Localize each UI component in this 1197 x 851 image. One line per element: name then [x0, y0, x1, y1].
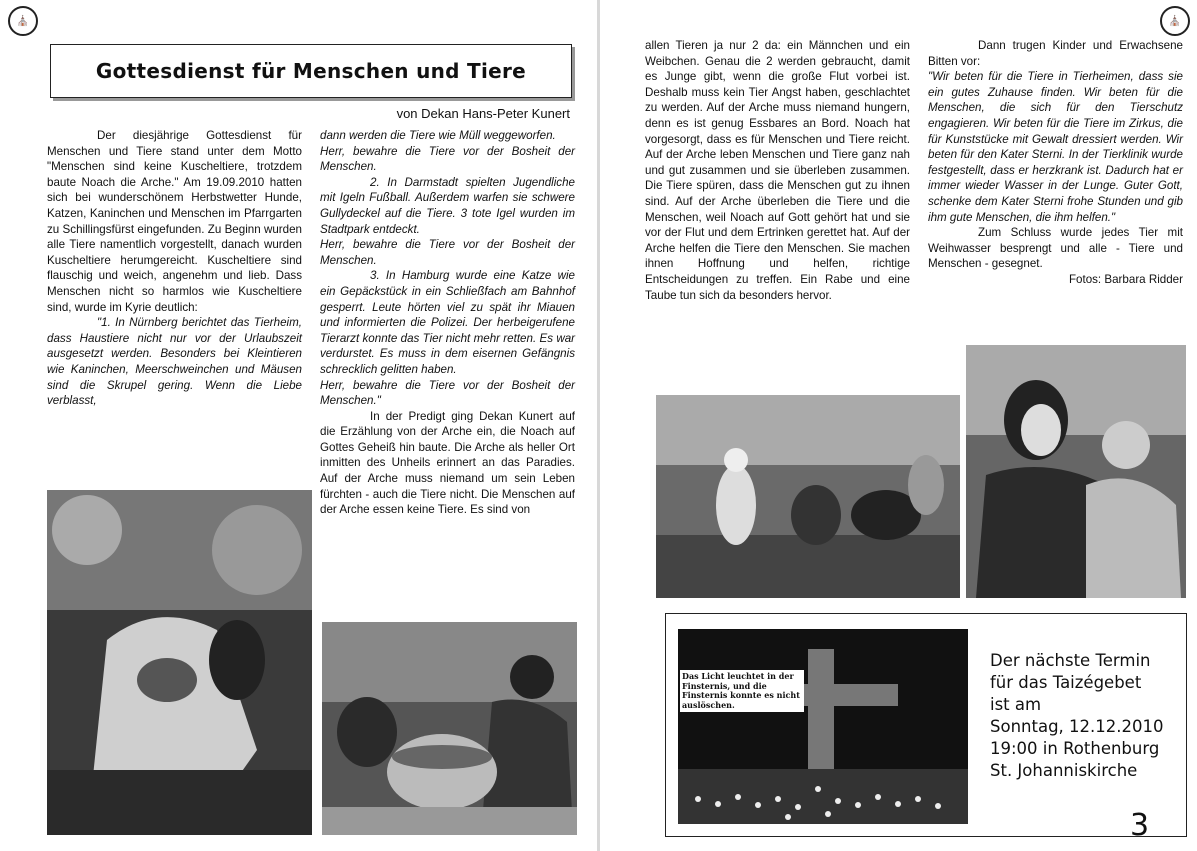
taize-time-place: 19:00 in Rothenburg: [990, 739, 1160, 758]
article-title: Gottesdienst für Menschen und Tiere: [95, 59, 527, 83]
refrain-3: Herr, bewahre die Tiere vor der Bosheit der Menschen.": [320, 378, 575, 408]
photo-dog-child: [47, 490, 312, 835]
kyrie-part-3: 3. In Hamburg wurde eine Katze wie ein Gepäckstück in ein Schließfach am Bahnhof gesperrt. Leute hörten viel zu spät ihr Miauen und informierten die Polizei. Der herbeigerufene Tierarzt konnte das Tier nicht mehr retten. Es war verdurstet. Es muss in dem eisernen Gefängnis schrecklich gelitten haben.: [320, 269, 575, 376]
taize-line-1: Der nächste Termin: [990, 651, 1151, 670]
taize-line-2: für das Taizégebet: [990, 673, 1142, 692]
taize-church: St. Johanniskirche: [990, 761, 1138, 780]
photo-credit: Fotos: Barbara Ridder: [1068, 272, 1183, 286]
kyrie-part-2: 2. In Darmstadt spielten Jugendliche mit Igeln Fußball. Außerdem warfen sie schwere Gullydeckel auf die Tiere. 3 tote Igel wurden im Stadtpark entdeckt.: [320, 175, 575, 236]
refrain-2: Herr, bewahre die Tiere vor der Bosheit der Menschen.: [320, 238, 575, 267]
sermon-paragraph: In der Predigt ging Dekan Kunert auf die Erzählung von der Arche ein, die Noach auf Gottes Geheiß hin baute. Die Arche als heller Ort inmitten des Unheils erinnert an das Paradies. Auf der Arche muss niemand um sein Leben fürchten - auch die Tiere nicht. Die Menschen auf der Arche essen keine Tiere. Es sind von: [320, 409, 575, 517]
taize-line-3: ist am: [990, 695, 1042, 714]
page-number: 3: [1130, 808, 1150, 843]
photo-garden-gathering: [656, 395, 960, 598]
parish-logo-icon-right: ⛪: [1160, 6, 1190, 36]
ark-paragraph: allen Tieren ja nur 2 da: ein Männchen und ein Weibchen. Genau die 2 werden gebraucht, damit es Junge gibt, wenn die große Flut vorbei ist. Deshalb muss kein Tier Angst haben, geschlachtet zu werden. Auf der Arche muss niemand hungern, denn es ist genug Essbares an Bord. Noach hat vorgesorgt, dass es für Menschen und Tiere reicht. Auf der Arche leben Menschen und Tiere ganz nah und gut zusammen und sie überleben zusammen. Die Tiere spüren, dass die Menschen gut zu ihnen sind. Auf der Arche überleben die Tiere und die Menschen, weil Noach auf Gott gehört hat und sie vor der Flut und dem Ertrinken gerettet hat. Auf der Arche helfen die Tiere den Menschen. Sie machen ihnen Hoffnung und helfen, richtige Entscheidungen zu treffen. Ein Rabe und eine Taube tun sich da besonders hervor.: [645, 39, 910, 302]
byline: von Dekan Hans-Peter Kunert: [396, 106, 570, 121]
prayers: "Wir beten für die Tiere in Tierheimen, dass sie ein gutes Zuhause finden. Wir beten für die Menschen, die sich für den Tierschutz engagieren. Wir beten für die Tiere im Zirkus, die für Kunststücke mit Gewalt dressiert werden. Wir beten für den Kater Sterni. In der Tierklinik wurde festgestellt, dass er herzkrank ist. Dadurch hat er immer wieder Wasser in der Lunge. Guter Gott, schenke dem Kater Sterni frohe Stunden und gib ihm gute Menschen, die ihm helfen.": [928, 70, 1183, 224]
prayers-intro: Dann trugen Kinder und Erwachsene Bitten vor:: [928, 39, 1183, 68]
candle-quote: Das Licht leuchtet in der Finsternis, und die Finsternis konnte es nicht auslöschen.: [680, 670, 804, 712]
refrain-1: Herr, bewahre die Tiere vor der Bosheit der Menschen.: [320, 144, 575, 174]
closing-paragraph: Zum Schluss wurde jedes Tier mit Weihwasser besprengt und alle - Tiere und Menschen - gesegnet.: [928, 226, 1183, 271]
photo-woman-child: [966, 345, 1186, 598]
page-gutter: [597, 0, 600, 851]
parish-logo-icon: ⛪: [8, 6, 38, 36]
intro-paragraph: Der diesjährige Gottesdienst für Menschen und Tiere stand unter dem Motto "Menschen sind keine Kuscheltiere, trotzdem baute Noach die Arche." Am 19.09.2010 hatten sich bei wunderschönem Herbstwetter Hunde, Katzen, Kaninchen und Menschen im Pfarrgarten zu Schillingsfürst eingefunden. Zu Beginn wurden alle Tiere namentlich vorgestellt, danach wurden Kuscheltiere herumgereicht. Kuscheltiere sind flauschig und weich, angenehm und lieb. Dass Menschen nicht so harmlos wie Kuscheltiere sind, wurde im Kyrie deutlich:: [47, 129, 302, 314]
kyrie-part-1-continued: dann werden die Tiere wie Müll weggeworfen.: [320, 129, 556, 142]
column-4: [928, 38, 1183, 288]
taize-date: Sonntag, 12.12.2010: [990, 717, 1164, 736]
column-2: [320, 128, 575, 518]
article-title-box: [50, 44, 572, 98]
photo-children-basket: [322, 622, 577, 835]
column-1: [47, 128, 302, 409]
kyrie-part-1: "1. In Nürnberg berichtet das Tierheim, dass Haustiere nicht nur vor der Urlaubszeit ausgesetzt werden. Besonders bei Kleintieren wie Kaninchen, Meerschweinchen und Mäusen sind die Skrupel gering. Wenn die Liebe verblasst,: [47, 316, 302, 408]
column-3: [645, 38, 910, 303]
taize-announcement: [990, 650, 1190, 782]
candle-cross-image: [678, 629, 968, 824]
